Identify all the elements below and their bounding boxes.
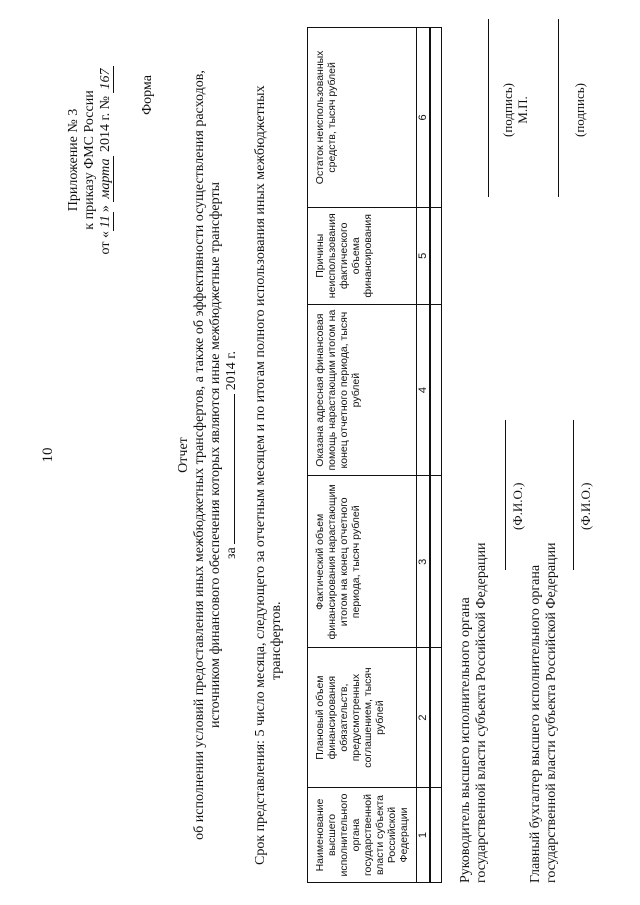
accountant-title-line2: государственной власти субъекта Российской Федерации (544, 542, 559, 883)
table-row (430, 28, 442, 883)
head-signature-block (458, 3, 490, 883)
report-title-block (176, 45, 240, 865)
table-number-row (417, 28, 431, 883)
head-fio-line (505, 420, 506, 570)
appendix-number: 167 (98, 66, 114, 93)
appendix-title: Приложение № 3 (66, 108, 81, 212)
accountant-signature-line (558, 19, 559, 197)
accountant-signature-label: (подпись) (572, 83, 587, 137)
table-header-row (308, 28, 417, 883)
report-subtitle-line2: источником финансового обеспечения которых являются иные межбюджетные трансферты (208, 182, 223, 728)
accountant-signature-block (528, 3, 560, 883)
head-title-line1: Руководитель высшего исполнительного органа (458, 597, 473, 883)
appendix-month: марта (98, 156, 114, 202)
table-number-cell: 5 (417, 207, 431, 304)
head-signature-line (488, 19, 489, 197)
page-number: 10 (40, 447, 56, 463)
table-header-cell: Оказана адресная финансовая помощь нарастающим итогом на конец отчетного периода, тысяч рублей (308, 304, 417, 476)
table-header-cell: Причины неиспользования фактического объема финансирования (308, 207, 417, 304)
form-label: Форма (140, 75, 155, 115)
table-number-cell: 3 (417, 476, 431, 648)
table-header-cell: Наименование высшего исполнительного органа государственной власти субъекта Российской Федерации (308, 788, 417, 883)
table-number-cell: 6 (417, 28, 431, 208)
report-period: за 2014 г. (224, 351, 239, 559)
accountant-fio-line (573, 420, 574, 570)
deadline-text: Срок представления: 5 число месяца, следующего за отчетным месяцем и по итогам полного использования иных межбюджетных трансфертов. (253, 85, 284, 865)
report-subtitle-line1: об исполнении условий предоставления иных межбюджетных трансфертов, а также об эффективности осуществления расходов, (192, 70, 207, 840)
report-title: Отчет (176, 437, 191, 473)
table-number-cell: 4 (417, 304, 431, 476)
accountant-fio-label: (Ф.И.О.) (578, 482, 593, 530)
head-fio-label: (Ф.И.О.) (510, 482, 525, 530)
report-table (307, 27, 442, 883)
appendix-day: 11 (98, 212, 114, 231)
table-header-cell: Плановый объем финансирования обязательств, предусмотренных соглашением, тысяч рублей (308, 648, 417, 788)
report-period-blank (234, 394, 235, 544)
head-signature-label: (подпись) М.П. (500, 65, 530, 155)
accountant-title-line1: Главный бухгалтер высшего исполнительного органа (528, 564, 543, 883)
stamp-place-label: М.П. (515, 96, 530, 124)
head-title-line2: государственной власти субъекта Российской Федерации (474, 542, 489, 883)
table-header-cell: Остаток неиспользованных средств, тысяч рублей (308, 28, 417, 208)
table-header-cell: Фактический объем финансирования нарастающим итогом на конец отчетного периода, тысяч рублей (308, 476, 417, 648)
table-number-cell: 2 (417, 648, 431, 788)
appendix-order-ref: к приказу ФМС России (82, 90, 97, 230)
appendix-date-line: от «11» марта 2014 г. № 167 (98, 35, 114, 285)
table-number-cell: 1 (417, 788, 431, 883)
appendix-block (66, 35, 114, 285)
